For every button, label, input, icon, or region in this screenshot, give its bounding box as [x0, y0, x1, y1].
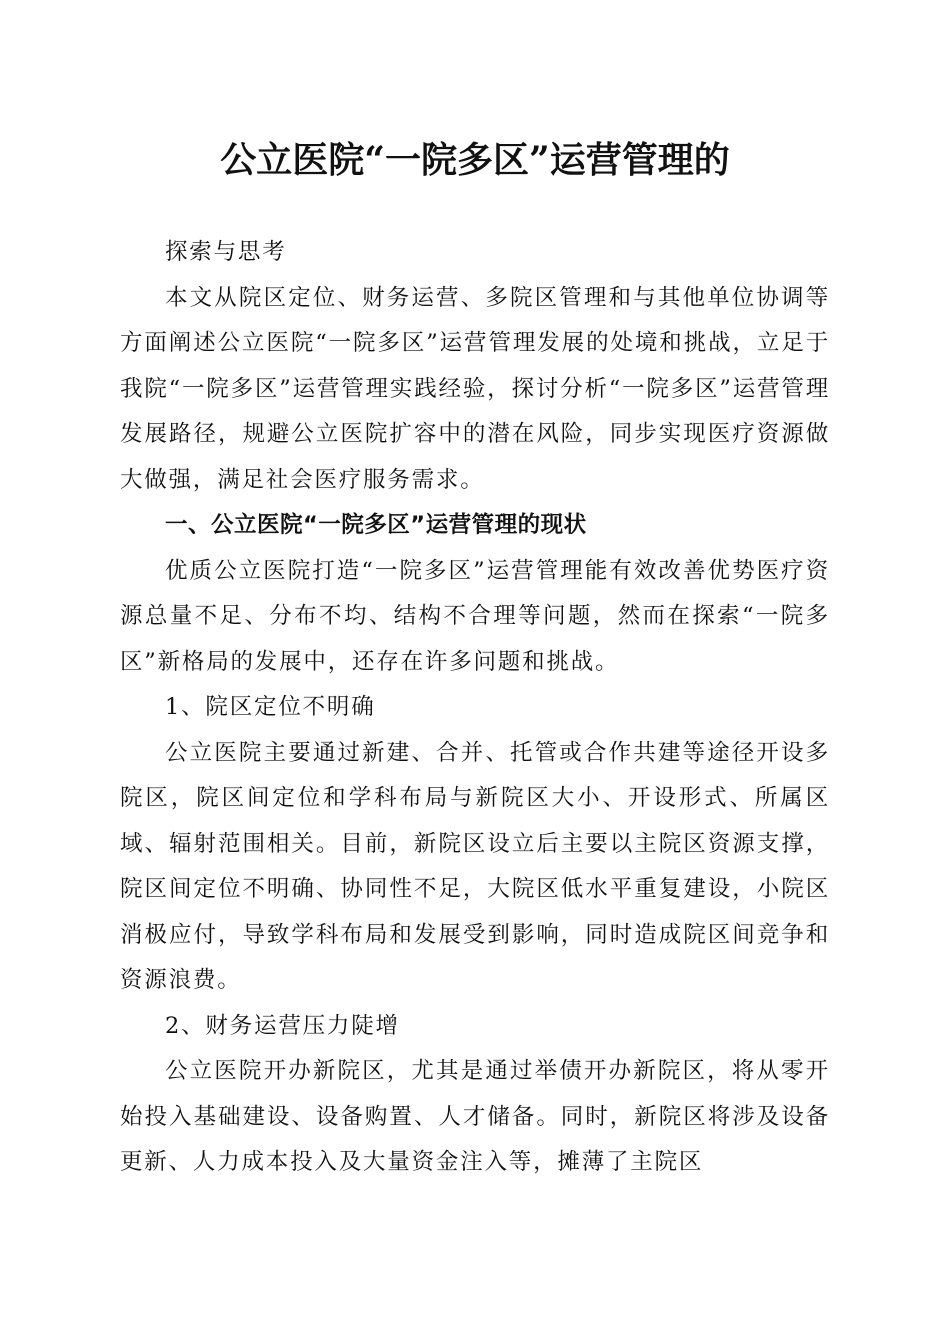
title-continuation: 探索与思考 [165, 239, 287, 265]
subsection-2-heading: 2、财务运营压力陡增 [165, 1012, 400, 1039]
section-1-intro: 优质公立医院打造“一院多区”运营管理能有效改善优势医疗资源总量不足、分布不均、结构不合理等问题，然而在探索“一院多区”新格局的发展中，还存在许多问题和挑战。 [120, 557, 830, 675]
subsection-1-paragraph: 公立医院主要通过新建、合并、托管或合作共建等途径开设多院区，院区间定位和学科布局与新院区大小、开设形式、所属区域、辐射范围相关。目前，新院区设立后主要以主院区资源支撑，院区间定位不明确、协同性不足，大院区低水平重复建设，小院区消极应付，导致学科布局和发展受到影响，同时造成院区间竞争和资源浪费。 [120, 739, 830, 993]
subsection-2-paragraph: 公立医院开办新院区，尤其是通过举债开办新院区，将从零开始投入基础建设、设备购置、人才储备。同时，新院区将涉及设备更新、人力成本投入及大量资金注入等，摊薄了主院区 [120, 1058, 830, 1175]
abstract-paragraph: 本文从院区定位、财务运营、多院区管理和与其他单位协调等方面阐述公立医院“一院多区”运营管理发展的处境和挑战，立足于我院“一院多区”运营管理实践经验，探讨分析“一院多区”运营管理发展路径，规避公立医院扩容中的潜在风险，同步实现医疗资源做大做强，满足社会医疗服务需求。 [120, 284, 830, 493]
document-body [120, 230, 830, 1186]
subsection-1-heading: 1、院区定位不明确 [165, 694, 376, 720]
section-1-heading: 一、公立医院“一院多区”运营管理的现状 [165, 512, 587, 538]
document-title: 公立医院“一院多区”运营管理的 [220, 139, 730, 181]
